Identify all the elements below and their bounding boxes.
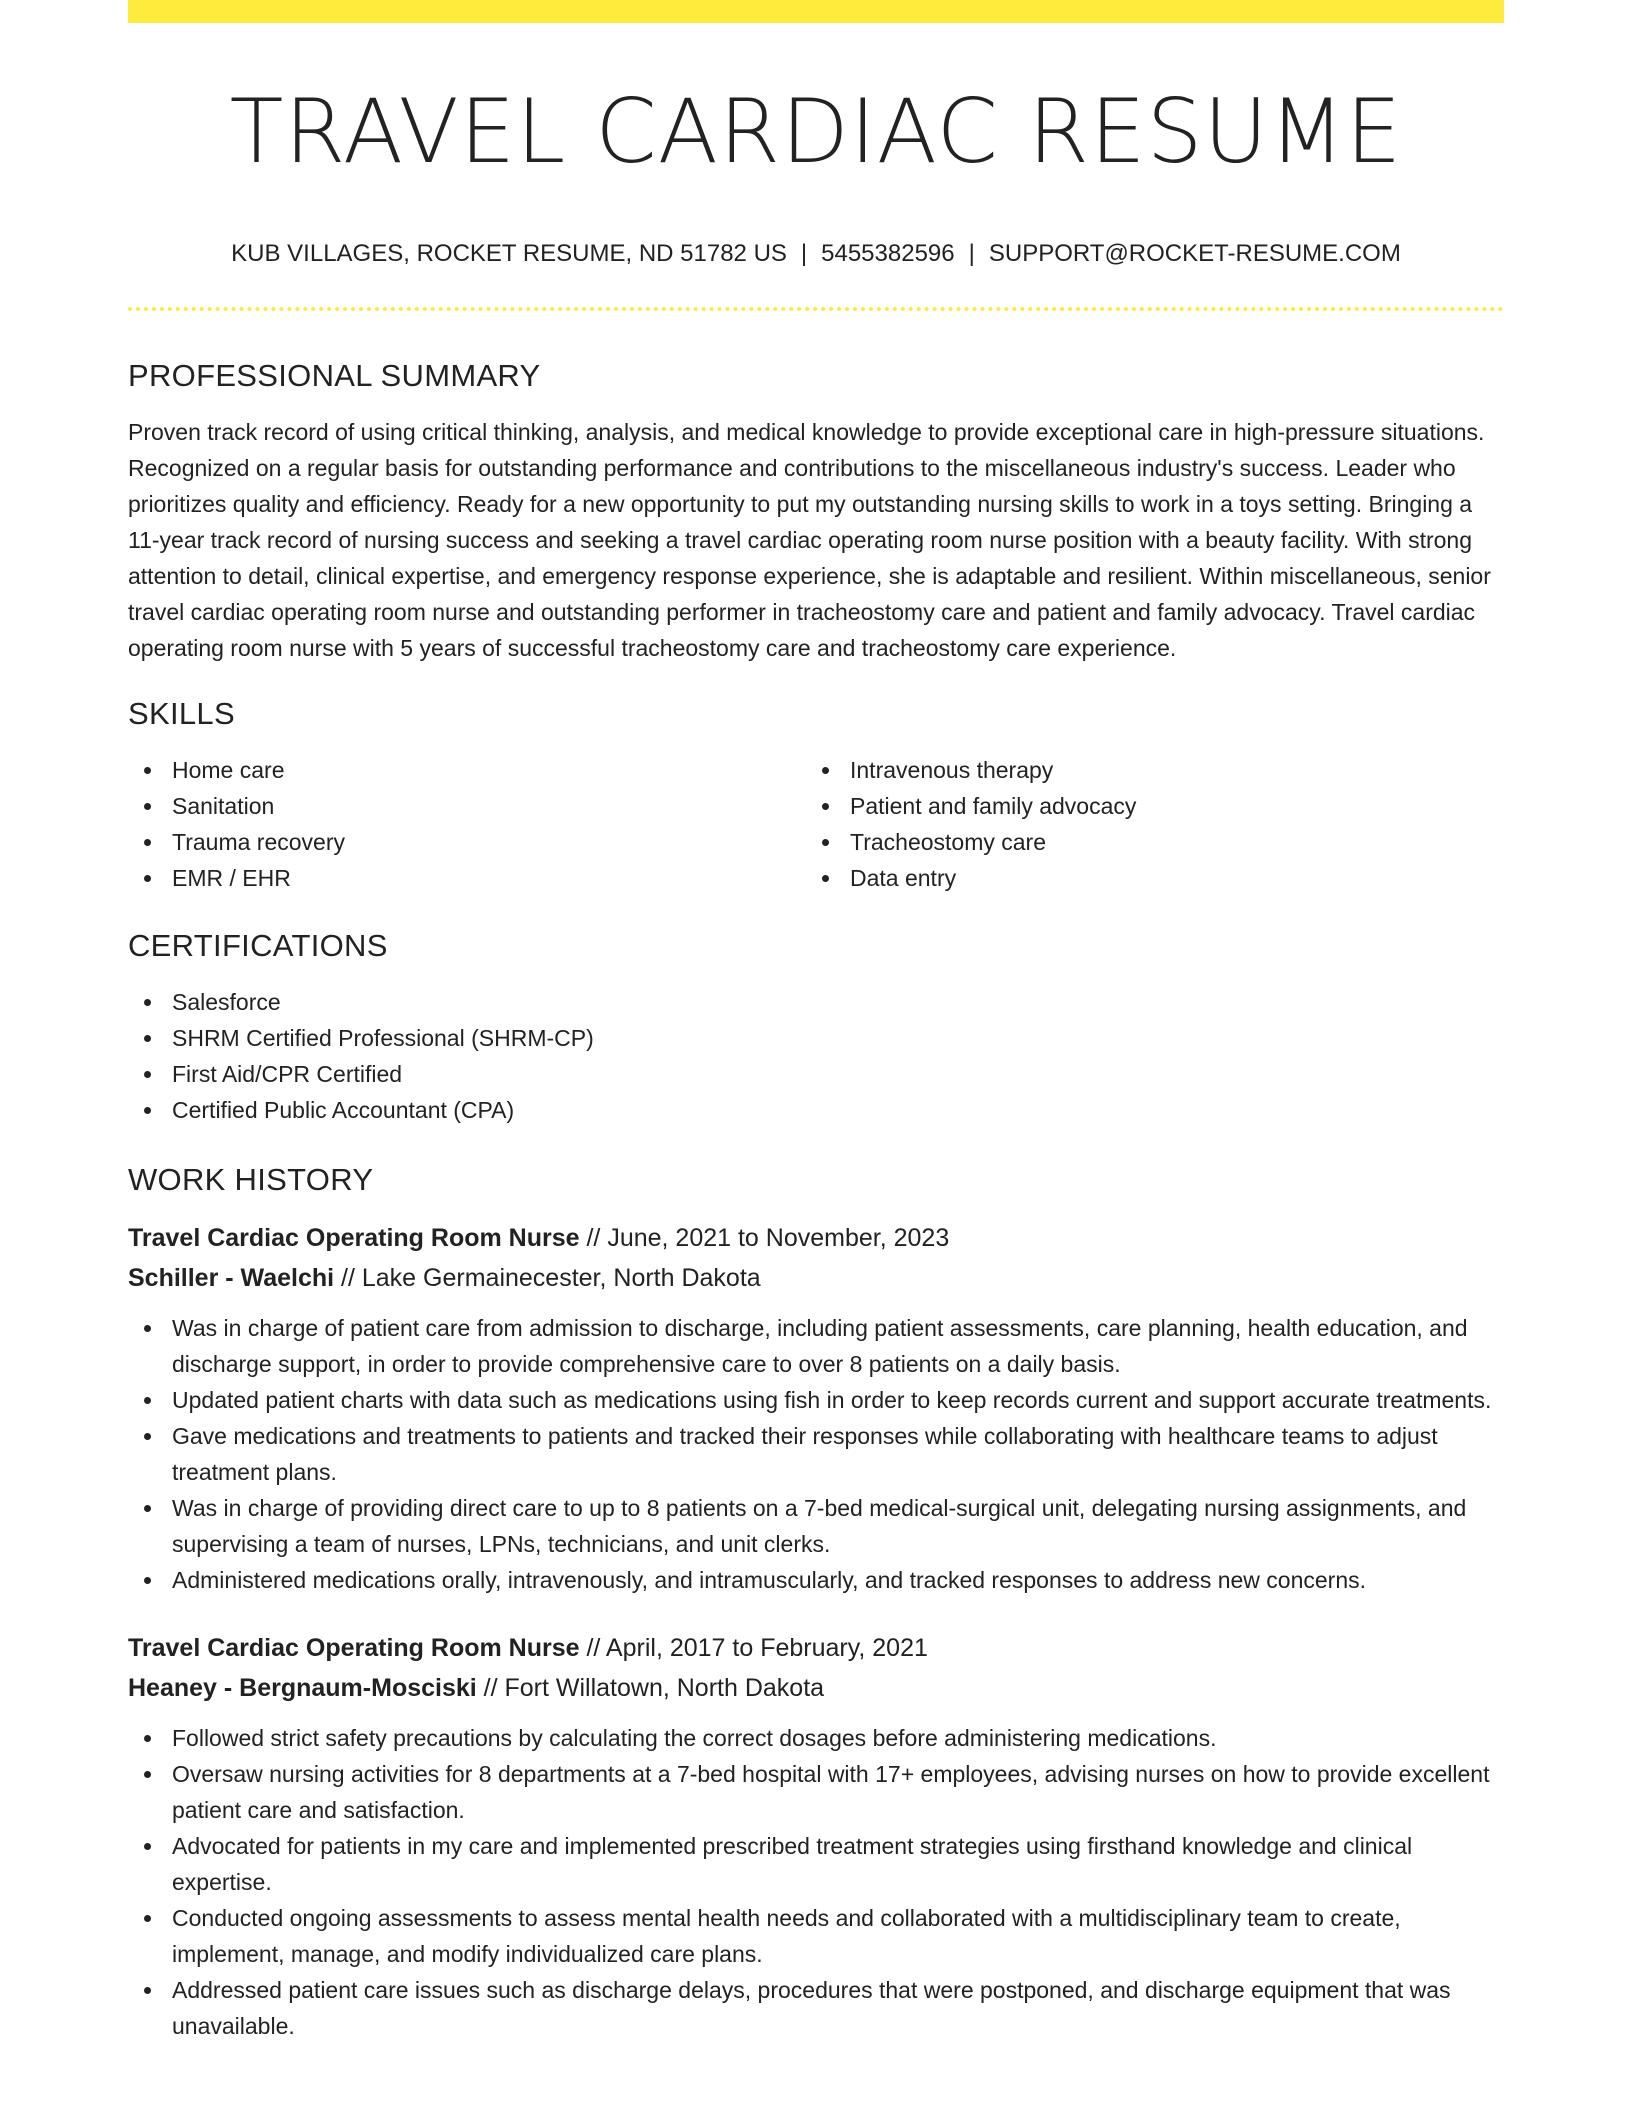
job-company-line — [128, 1258, 1504, 1298]
skills-heading: SKILLS — [128, 696, 235, 731]
job-duty: Advocated for patients in my care and implemented prescribed treatment strategies using firsthand knowledge and clinical expertise. — [128, 1828, 1504, 1900]
skill-item: EMR / EHR — [128, 860, 806, 896]
summary-text: Proven track record of using critical thinking, analysis, and medical knowledge to provide exceptional care in high-pressure situations. Recognized on a regular basis for outstanding performance and contributions to the miscellaneous industry's success. Leader who prioritizes quality and efficiency. Ready for a new opportunity to put my outstanding nursing skills to work in a toys setting. Bringing a 11-year track record of nursing success and seeking a travel cardiac operating room nurse position with a beauty facility. With strong attention to detail, clinical expertise, and emergency response experience, she is adaptable and resilient. Within miscellaneous, senior travel cardiac operating room nurse and outstanding performer in tracheostomy care and patient and family advocacy. Travel cardiac operating room nurse with 5 years of successful tracheostomy care and tracheostomy care experience. — [128, 419, 1491, 661]
certification-item: Salesforce — [128, 984, 1504, 1020]
skill-item: Data entry — [806, 860, 1484, 896]
job-entry — [128, 1218, 1504, 1598]
certifications-heading: CERTIFICATIONS — [128, 928, 388, 963]
job-company: Heaney - Bergnaum-Mosciski — [128, 1674, 477, 1702]
job-company-line — [128, 1668, 1504, 1708]
resume-title: TRAVEL CARDIAC RESUME — [229, 80, 1403, 183]
certification-item: Certified Public Accountant (CPA) — [128, 1092, 1504, 1128]
accent-bar — [128, 0, 1504, 23]
skill-item: Trauma recovery — [128, 824, 806, 860]
resume-body — [128, 350, 1504, 2074]
skill-item: Tracheostomy care — [806, 824, 1484, 860]
job-company: Schiller - Waelchi — [128, 1264, 335, 1292]
job-duty: Oversaw nursing activities for 8 departments at a 7-bed hospital with 17+ employees, advising nurses on how to provide excellent patient care and satisfaction. — [128, 1756, 1504, 1828]
skills-list — [128, 752, 1504, 896]
contact-email: SUPPORT@ROCKET-RESUME.COM — [988, 240, 1401, 267]
work-history-heading: WORK HISTORY — [128, 1162, 374, 1197]
job-duty: Was in charge of patient care from admission to discharge, including patient assessments, care planning, health education, and discharge support, in order to provide comprehensive care to over 8 patients on a daily basis. — [128, 1310, 1504, 1382]
certifications-list — [128, 984, 1504, 1128]
job-duties-list — [128, 1310, 1504, 1598]
skill-item: Intravenous therapy — [806, 752, 1484, 788]
job-title-line — [128, 1218, 1504, 1258]
skills-column-right — [806, 752, 1484, 896]
job-duties-list — [128, 1720, 1504, 2044]
job-role: Travel Cardiac Operating Room Nurse — [128, 1224, 580, 1252]
certification-item: SHRM Certified Professional (SHRM-CP) — [128, 1020, 1504, 1056]
contact-address: KUB VILLAGES, ROCKET RESUME, ND 51782 US — [231, 240, 787, 267]
job-duty: Conducted ongoing assessments to assess mental health needs and collaborated with a multidisciplinary team to create, implement, manage, and modify individualized care plans. — [128, 1900, 1504, 1972]
job-duty: Was in charge of providing direct care to up to 8 patients on a 7-bed medical-surgical unit, delegating nursing assignments, and supervising a team of nurses, LPNs, technicians, and unit clerks. — [128, 1490, 1504, 1562]
dotted-divider — [128, 307, 1504, 311]
job-duty: Addressed patient care issues such as discharge delays, procedures that were postponed, and discharge equipment that was unavailable. — [128, 1972, 1504, 2044]
certification-item: First Aid/CPR Certified — [128, 1056, 1504, 1092]
summary-heading: PROFESSIONAL SUMMARY — [128, 358, 541, 393]
contact-separator: | — [968, 240, 975, 267]
job-duty: Gave medications and treatments to patients and tracked their responses while collaborating with healthcare teams to adjust treatment plans. — [128, 1418, 1504, 1490]
job-title-line — [128, 1628, 1504, 1668]
skills-column-left — [128, 752, 806, 896]
job-dates: // April, 2017 to February, 2021 — [579, 1634, 928, 1662]
job-role: Travel Cardiac Operating Room Nurse — [128, 1634, 580, 1662]
contact-line — [128, 236, 1504, 272]
job-duty: Administered medications orally, intravenously, and intramuscularly, and tracked responses to address new concerns. — [128, 1562, 1504, 1598]
skill-item: Home care — [128, 752, 806, 788]
job-location: // Fort Willatown, North Dakota — [476, 1674, 825, 1702]
job-duty: Updated patient charts with data such as medications using fish in order to keep records current and support accurate treatments. — [128, 1382, 1504, 1418]
contact-separator: | — [800, 240, 808, 267]
job-dates: // June, 2021 to November, 2023 — [579, 1224, 950, 1252]
job-duty: Followed strict safety precautions by calculating the correct dosages before administering medications. — [128, 1720, 1504, 1756]
skill-item: Patient and family advocacy — [806, 788, 1484, 824]
job-location: // Lake Germainecester, North Dakota — [334, 1264, 761, 1292]
skill-item: Sanitation — [128, 788, 806, 824]
job-entry — [128, 1628, 1504, 2044]
contact-phone: 5455382596 — [821, 240, 955, 267]
